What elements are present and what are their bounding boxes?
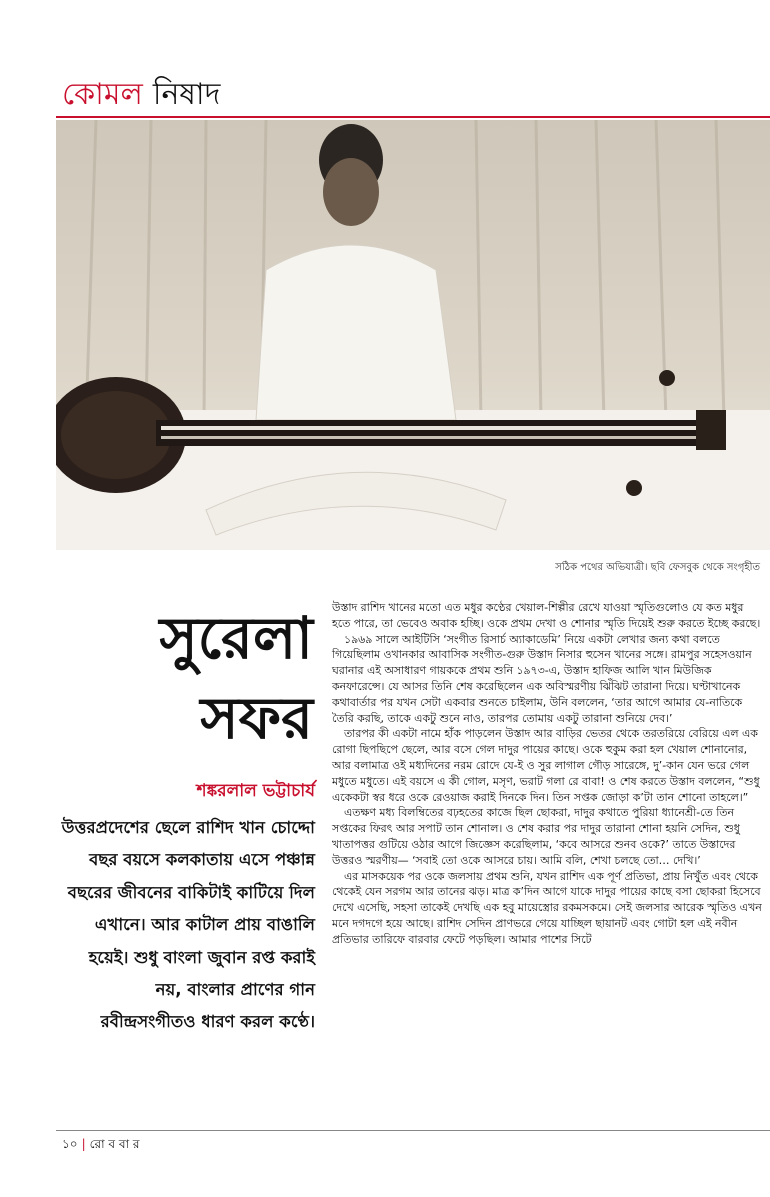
- footer-folio: [62, 1136, 139, 1156]
- feature-photo: [56, 120, 770, 550]
- section-title-word2: নিষাদ: [152, 77, 221, 112]
- author-byline: শঙ্করলাল ভট্টাচার্য: [196, 781, 315, 801]
- body-paragraph: উস্তাদ রাশিদ খানের মতো এত মধুর কণ্ঠের খেয়াল-শিল্পীর রেখে যাওয়া স্মৃতিগুলোও যে কত মধুর হতে পারে, তা ভেবেও অবাক হচ্ছি। ওকে প্রথম দেখা ও শোনার স্মৃতি দিয়েই শুরু করতে ইচ্ছে করছে।: [332, 601, 761, 630]
- article-body: [332, 600, 764, 948]
- page-number: ১০: [62, 1137, 78, 1151]
- photo-illustration: [56, 120, 770, 550]
- headline-line2: সফর: [200, 684, 313, 752]
- headline: [108, 598, 313, 758]
- body-paragraph: তারপর কী একটা নামে হাঁক পাড়লেন উস্তাদ আর বাড়ির ভেতর থেকে তরতরিয়ে বেরিয়ে এল এক রোগা ছিপছিপে ছেলে, আর বসে গেল দাদুর পায়ের কাছে। ওকে হুকুম করা হল খেয়াল শোনানোর, আর বলামাত্র ওই মধ্যদিনের নরম রোদে যে-ই ও সুর লাগাল গৌড় সারেঙ্গে, দু’-কান যেন ভরে গেল মধুতে মধুতে। এই বয়সে এ কী গোল, মসৃণ, ভরাট গলা রে বাবা! ও শেষ করতে উস্তাদ বললেন, “শুধু একেকটা স্বর ধরে ওকে রেওয়াজ করাই দিনকে দিন। তিন সপ্তক জোড়া ক’টা তান শোনো তাহলে।”: [332, 727, 760, 804]
- body-paragraph: ১৯৬৯ সালে আইটিসি ‘সংগীত রিসার্চ অ্যাকাডেমি’ নিয়ে একটা লেখার জন্য কথা বলতে গিয়েছিলাম ওখানকার আবাসিক সংগীত-গুরু উস্তাদ নিসার হুসেন খানের সঙ্গে। রামপুর সহেসওয়ান ঘরানার এই অসাধারণ গায়ককে প্রথম শুনি ১৯৭৩-এ, উস্তাদ হাফিজ আলি খান মিউজিক কনফারেন্সে। যে আসর তিনি শেষ করেছিলেন এক অবিস্মরণীয় ঝিঁঝিট তারানা দিয়ে। ঘণ্টাখানেক কথাবার্তার পর যখন সেটা একবার শুনতে চাইলাম, উনি বললেন, ‘তার আগে আমার যে-নাতিকে তৈরি করছি, তাকে একটু শুনে নাও, তারপর তোমায় একটু তারানা শুনিয়ে দেব।’: [332, 632, 752, 725]
- footer-rule: [56, 1130, 770, 1131]
- photo-caption: সঠিক পথের অভিযাত্রী। ছবি ফেসবুক থেকে সংগৃহীত: [555, 562, 760, 573]
- publication-name: রো ব বা র: [89, 1137, 140, 1151]
- folio-separator: |: [81, 1137, 86, 1151]
- lede-paragraph: উত্তরপ্রদেশের ছেলে রাশিদ খান চোদ্দো বছর বয়সে কলকাতায় এসে পঞ্চান্ন বছরের জীবনের বাকিটাই কাটিয়ে দিল এখানে। আর কাটাল প্রায় বাঙালি হয়েই। শুধু বাংলা জুবান রপ্ত করাই নয়, বাংলার প্রাণের গান রবীন্দ্রসংগীতও ধারণ করল কণ্ঠে।: [61, 818, 315, 1032]
- section-title: [62, 78, 220, 112]
- body-paragraph: এতক্ষণ মধ্য বিলম্বিতের বঢ়হতের কাজে ছিল ছোকরা, দাদুর কথাতে পুরিয়া ধ্যানেশ্রী-তে তিন সপ্তকের ফিরৎ আর সপাট তান শোনাল। ও শেষ করার পর দাদুর তারানা শোনা হয়নি সেদিন, শুধু খাতাপত্তর গুটিয়ে ওঠার আগে জিজ্ঞেস করেছিলাম, ‘কবে আসরে শুনব ওকে?’ তাতে উস্তাদের উত্তরও স্মরণীয়— ‘সবাই তো ওকে আসরে চায়। আমি বলি, শেখা চলছে তো… দেখি।’: [332, 806, 740, 867]
- body-paragraph: এর মাসকয়েক পর ওকে জলসায় প্রথম শুনি, যখন রাশিদ এক পূর্ণ প্রতিভা, প্রায় নিখুঁত এবং থেকে থেকেই যেন সরগম আর তানের ঝড়। মাত্র ক’দিন আগে যাকে দাদুর পায়ের কাছে বসা ছোকরা হিসেবে দেখে এসেছি, সহসা তাকেই দেখছি এক হবু মায়েস্ত্রোর রকমসকমে। সেই জলসার আরেক স্মৃতিও এখন মনে দগদগে হয়ে আছে। রাশিদ সেদিন প্রাণভরে গেয়ে যাচ্ছিল ছায়ানট এবং গোটা হল এই নবীন প্রতিভার তারিফে বারবার ফেটে পড়ছিল। আমার পাশের সিটে: [332, 869, 762, 946]
- section-title-word1: কোমল: [62, 77, 143, 112]
- header-rule: [56, 116, 770, 118]
- headline-line1: সুরেলা: [159, 604, 313, 672]
